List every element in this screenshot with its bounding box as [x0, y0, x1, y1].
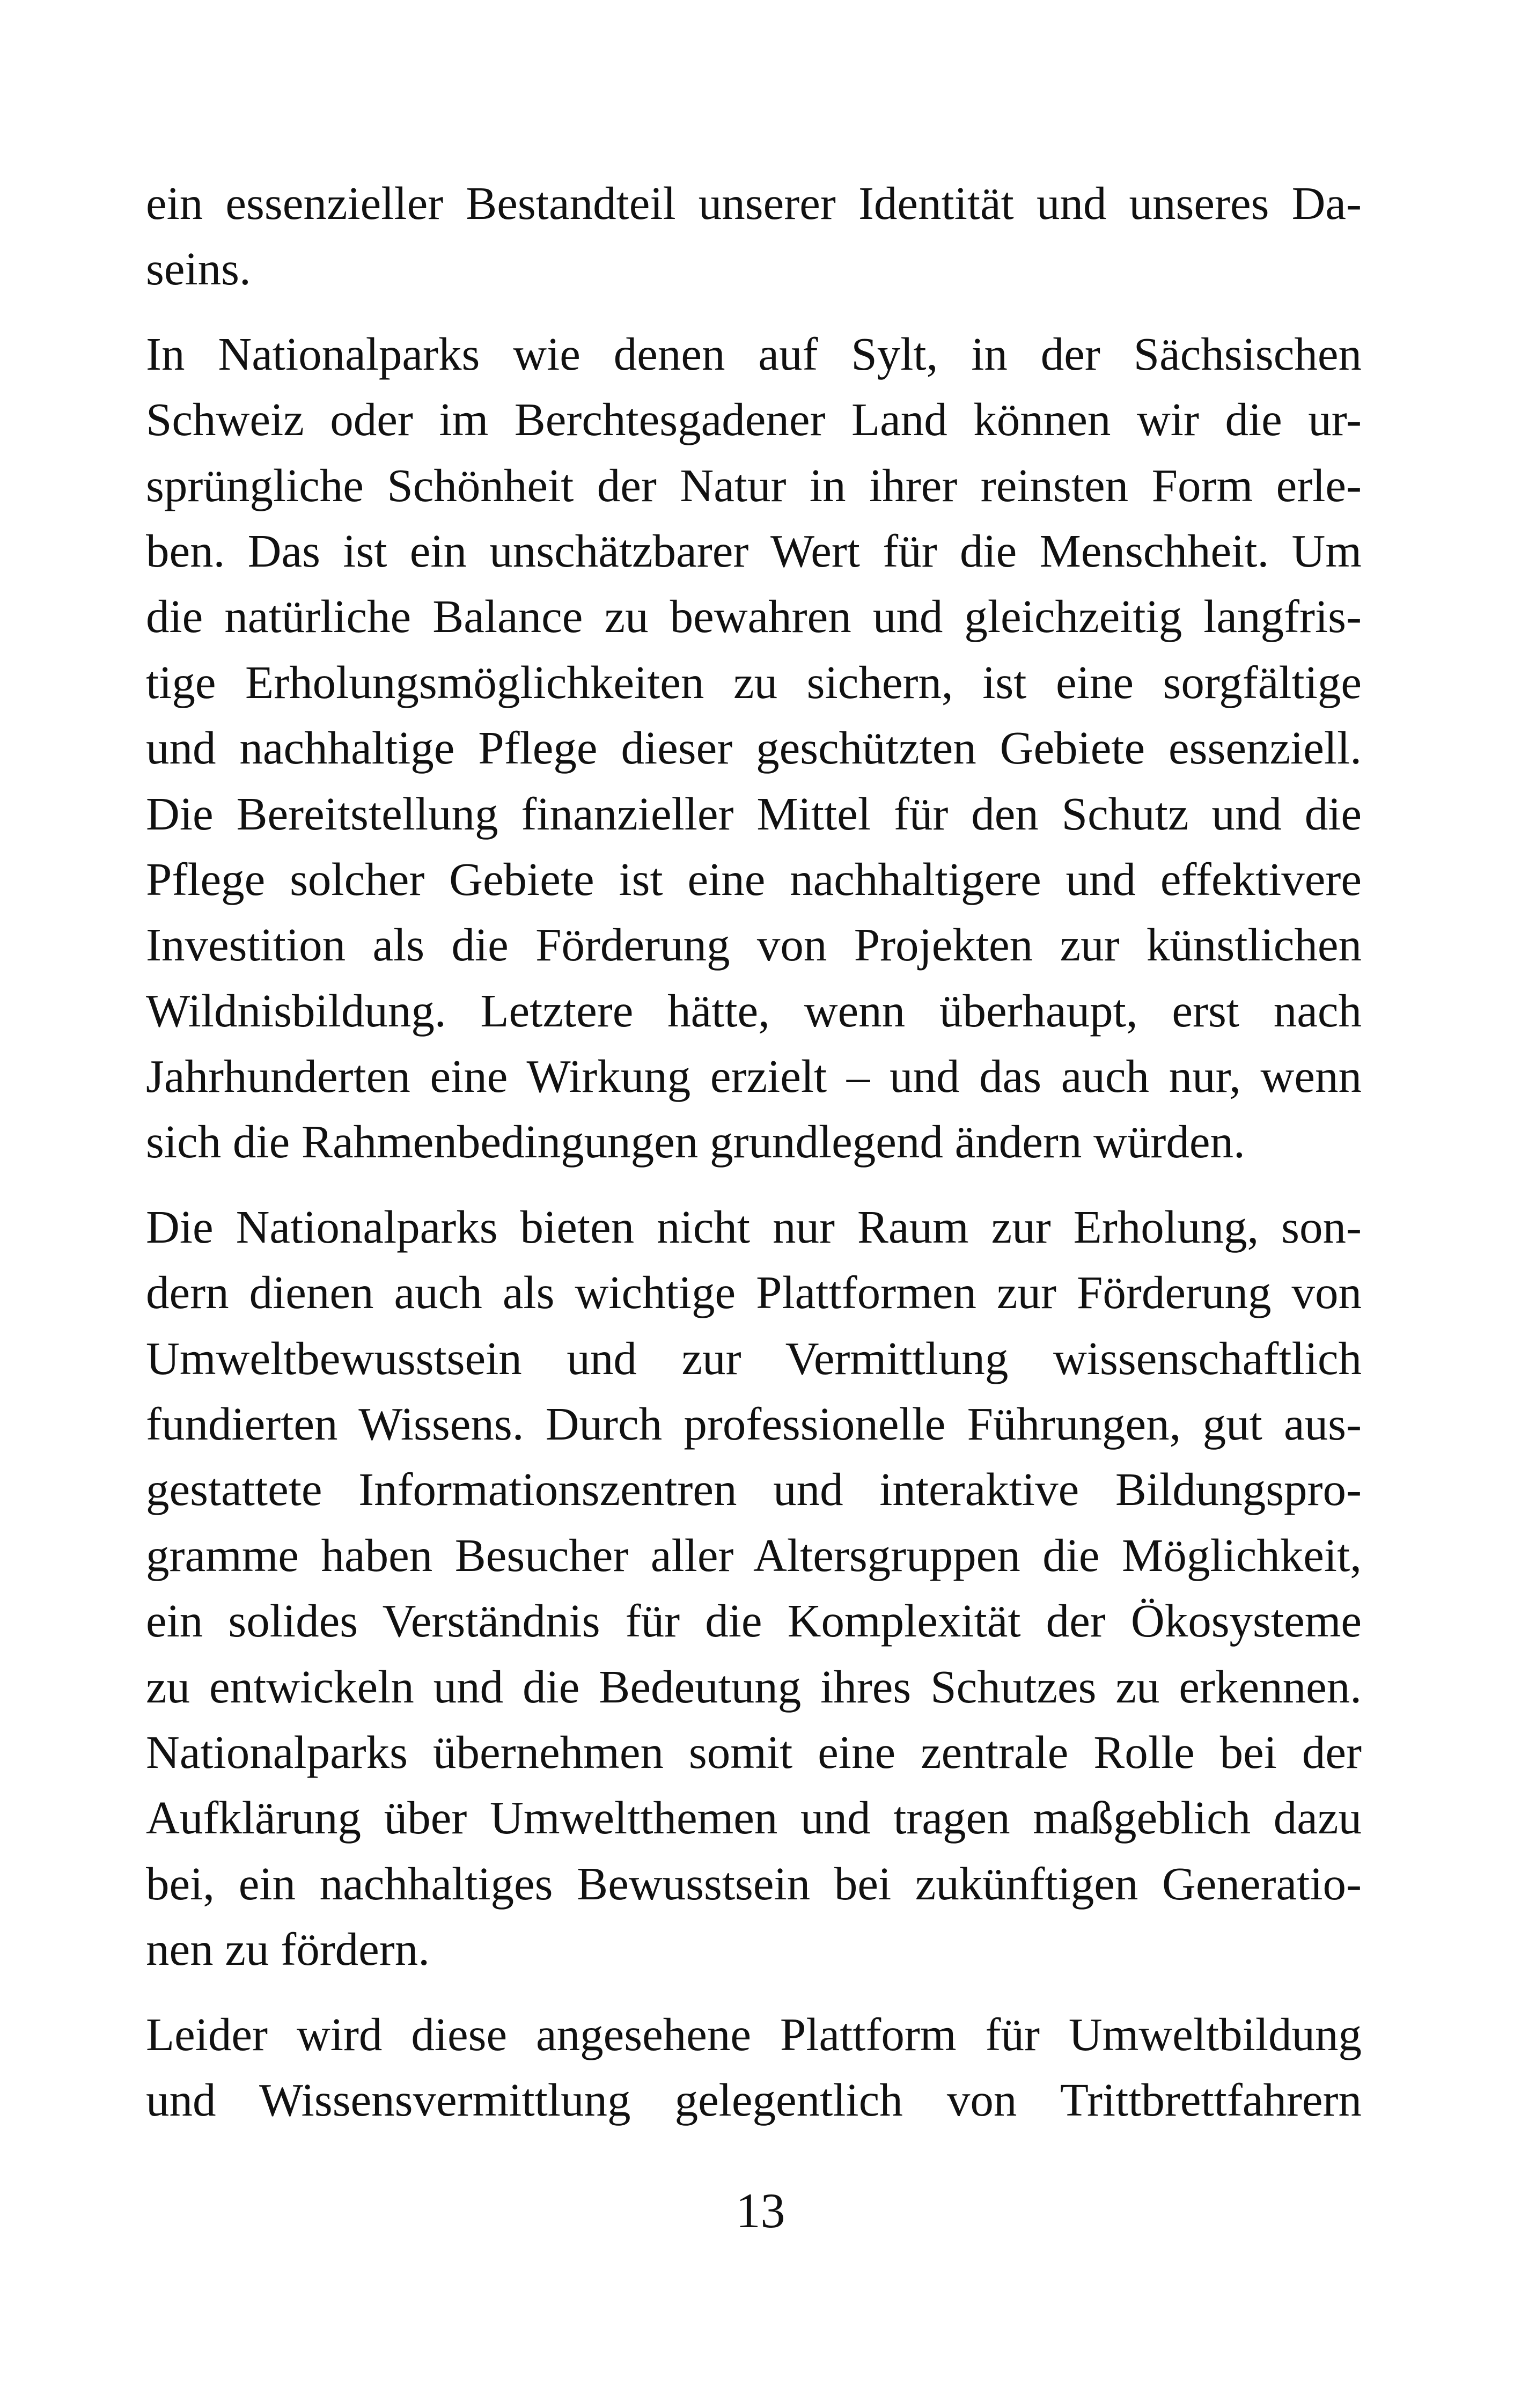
text-line: Pflege solcher Gebiete ist eine nachhaltigere und effektivere [146, 853, 1362, 905]
text-line: seins. [146, 243, 251, 295]
text-line: Wildnisbildung. Letztere hätte, wenn überhaupt, erst nach [146, 984, 1362, 1037]
text-line: sprüngliche Schönheit der Natur in ihrer reinsten Form erle- [146, 459, 1362, 511]
text-line: gramme haben Besucher aller Altersgruppen die Möglichkeit, [146, 1529, 1362, 1581]
text-line: fundierten Wissens. Durch professionelle Führungen, gut aus- [146, 1398, 1362, 1450]
body-text [146, 171, 1362, 2133]
text-line: zu entwickeln und die Bedeutung ihres Schutzes zu erkennen. [146, 1660, 1362, 1713]
text-line: Die Nationalparks bieten nicht nur Raum zur Erholung, son- [146, 1200, 1362, 1253]
text-line: Jahrhunderten eine Wirkung erzielt – und das auch nur, wenn [146, 1050, 1362, 1103]
text-line: In Nationalparks wie denen auf Sylt, in der Sächsischen [146, 327, 1362, 380]
text-line: tige Erholungsmöglichkeiten zu sichern, ist eine sorgfältige [146, 656, 1362, 708]
text-line: ein essenzieller Bestandteil unserer Identität und unseres Da- [146, 177, 1362, 229]
text-line: ben. Das ist ein unschätzbarer Wert für die Menschheit. Um [146, 524, 1362, 577]
paragraph [146, 321, 1362, 1175]
text-line: Die Bereitstellung finanzieller Mittel für den Schutz und die [146, 787, 1362, 840]
text-line: Nationalparks übernehmen somit eine zentrale Rolle bei der [146, 1726, 1362, 1778]
text-line: Umweltbewusstsein und zur Vermittlung wissenschaftlich [146, 1332, 1362, 1384]
text-line: gestattete Informationszentren und interaktive Bildungspro- [146, 1463, 1362, 1516]
text-line: bei, ein nachhaltiges Bewusstsein bei zukünftigen Generatio- [146, 1857, 1362, 1910]
text-line: dern dienen auch als wichtige Plattformen zur Förderung von [146, 1266, 1362, 1319]
text-line: sich die Rahmenbedingungen grundlegend ändern würden. [146, 1115, 1245, 1168]
text-line: ein solides Verständnis für die Komplexität der Ökosysteme [146, 1595, 1362, 1647]
paragraph [146, 1194, 1362, 1983]
text-line: Leider wird diese angesehene Plattform für Umweltbildung [146, 2008, 1362, 2060]
paragraph [146, 171, 1362, 302]
text-line: Schweiz oder im Berchtesgadener Land können wir die ur- [146, 393, 1362, 446]
paragraph [146, 2002, 1362, 2133]
text-line: Aufklärung über Umweltthemen und tragen maßgeblich dazu [146, 1792, 1362, 1844]
page-number: 13 [736, 2183, 785, 2238]
text-line: die natürliche Balance zu bewahren und gleichzeitig langfris- [146, 590, 1362, 643]
text-line: und Wissensvermittlung gelegentlich von Trittbrettfahrern [146, 2073, 1362, 2126]
text-line: nen zu fördern. [146, 1923, 430, 1976]
text-line: und nachhaltige Pflege dieser geschützten Gebiete essenziell. [146, 722, 1362, 774]
text-line: Investition als die Förderung von Projekten zur künstlichen [146, 919, 1362, 971]
